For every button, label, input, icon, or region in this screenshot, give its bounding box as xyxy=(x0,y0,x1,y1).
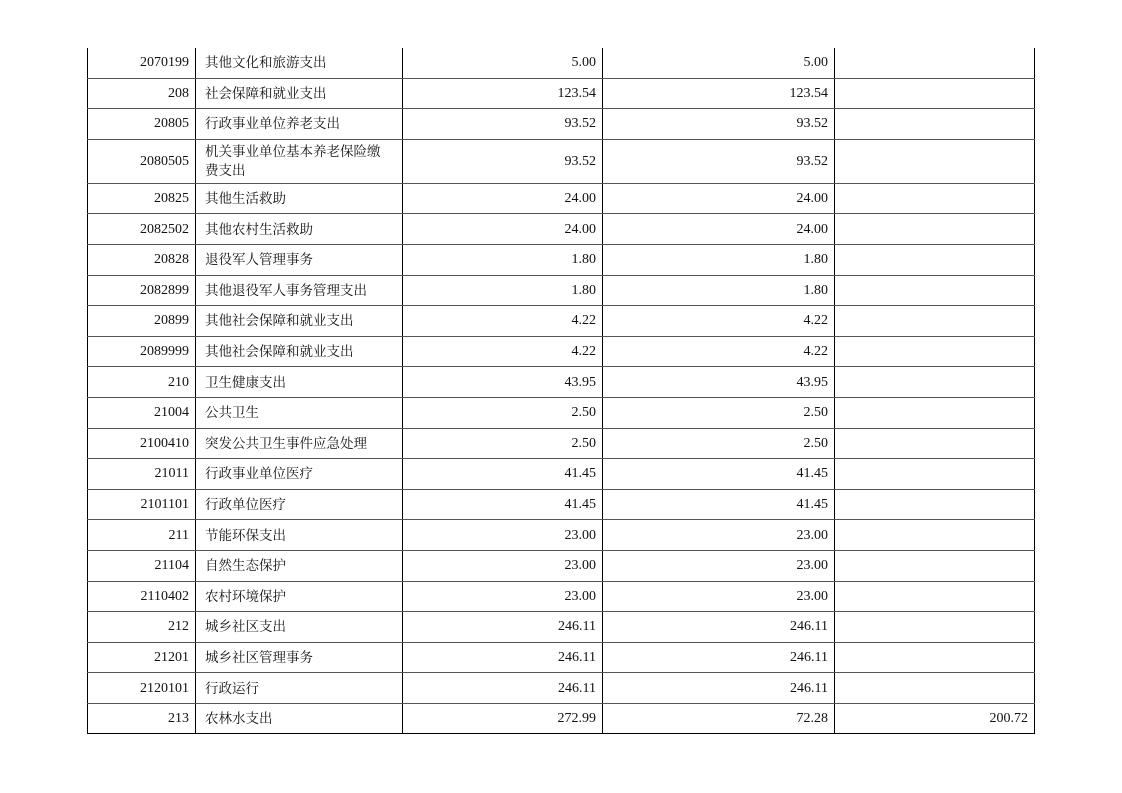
amount-text-1: 2.50 xyxy=(571,405,596,421)
item-name-text: 城乡社区管理事务 xyxy=(205,649,313,665)
item-name-text: 行政事业单位养老支出 xyxy=(205,116,340,132)
amount-cell-2 xyxy=(603,337,835,367)
amount-text-2: 43.95 xyxy=(796,374,828,390)
item-name-text: 退役军人管理事务 xyxy=(205,252,313,268)
amount-text-1: 246.11 xyxy=(558,680,596,696)
amount-cell-1 xyxy=(403,48,603,78)
amount-text-2: 246.11 xyxy=(790,680,828,696)
item-name-cell xyxy=(196,48,403,78)
amount-cell-3 xyxy=(835,109,1035,139)
amount-cell-1 xyxy=(403,429,603,459)
amount-text-2: 2.50 xyxy=(803,405,828,421)
item-code-cell xyxy=(87,367,196,397)
amount-text-1: 2.50 xyxy=(571,435,596,451)
amount-cell-2 xyxy=(603,398,835,428)
amount-text-2: 23.00 xyxy=(796,588,828,604)
item-name-cell xyxy=(196,337,403,367)
item-name-cell xyxy=(196,429,403,459)
item-name-text: 行政单位医疗 xyxy=(205,497,286,513)
amount-cell-3 xyxy=(835,245,1035,275)
item-code-text: 20825 xyxy=(154,191,189,207)
amount-cell-3 xyxy=(835,306,1035,336)
amount-cell-3 xyxy=(835,48,1035,78)
item-code-cell xyxy=(87,582,196,612)
amount-cell-1 xyxy=(403,398,603,428)
item-name-cell xyxy=(196,306,403,336)
amount-cell-3 xyxy=(835,551,1035,581)
item-name-cell xyxy=(196,367,403,397)
amount-text-2: 93.52 xyxy=(796,153,828,169)
amount-text-2: 23.00 xyxy=(796,558,828,574)
item-code-cell xyxy=(87,520,196,550)
item-name-cell xyxy=(196,612,403,642)
item-code-text: 2070199 xyxy=(140,55,189,71)
amount-cell-3 xyxy=(835,214,1035,244)
table-row xyxy=(87,214,1035,245)
item-code-cell xyxy=(87,306,196,336)
item-code-cell xyxy=(87,214,196,244)
amount-cell-2 xyxy=(603,459,835,489)
amount-cell-3 xyxy=(835,673,1035,703)
item-name-text: 城乡社区支出 xyxy=(205,619,286,635)
item-name-text: 其他社会保障和就业支出 xyxy=(205,313,354,329)
item-code-cell xyxy=(87,704,196,734)
item-code-text: 20805 xyxy=(154,116,189,132)
item-code-cell xyxy=(87,551,196,581)
item-code-text: 213 xyxy=(168,711,189,727)
item-name-text: 农林水支出 xyxy=(205,711,273,727)
amount-text-1: 41.45 xyxy=(564,497,596,513)
amount-cell-2 xyxy=(603,140,835,183)
item-name-cell xyxy=(196,459,403,489)
item-name-cell xyxy=(196,398,403,428)
table-row xyxy=(87,612,1035,643)
item-name-cell xyxy=(196,551,403,581)
item-code-cell xyxy=(87,79,196,109)
amount-text-2: 93.52 xyxy=(796,116,828,132)
item-code-text: 2082899 xyxy=(140,282,189,298)
amount-cell-1 xyxy=(403,612,603,642)
item-code-text: 21011 xyxy=(154,466,189,482)
amount-cell-2 xyxy=(603,109,835,139)
table-row xyxy=(87,337,1035,368)
item-code-text: 20828 xyxy=(154,252,189,268)
amount-cell-2 xyxy=(603,245,835,275)
amount-cell-3 xyxy=(835,140,1035,183)
amount-cell-2 xyxy=(603,704,835,734)
item-code-text: 2082502 xyxy=(140,221,189,237)
amount-cell-3 xyxy=(835,276,1035,306)
amount-text-2: 23.00 xyxy=(796,527,828,543)
item-name-cell xyxy=(196,673,403,703)
amount-text-2: 41.45 xyxy=(796,497,828,513)
amount-text-2: 41.45 xyxy=(796,466,828,482)
item-name-cell xyxy=(196,704,403,734)
item-name-cell xyxy=(196,582,403,612)
item-code-text: 208 xyxy=(168,85,189,101)
item-code-cell xyxy=(87,109,196,139)
amount-cell-1 xyxy=(403,582,603,612)
amount-text-2: 246.11 xyxy=(790,619,828,635)
amount-text-2: 4.22 xyxy=(803,344,828,360)
table-row xyxy=(87,306,1035,337)
item-code-cell xyxy=(87,184,196,214)
amount-cell-1 xyxy=(403,704,603,734)
item-code-text: 20899 xyxy=(154,313,189,329)
amount-cell-2 xyxy=(603,214,835,244)
amount-cell-2 xyxy=(603,306,835,336)
amount-text-2: 246.11 xyxy=(790,649,828,665)
item-code-text: 2120101 xyxy=(140,680,189,696)
item-name-text: 卫生健康支出 xyxy=(205,374,286,390)
item-code-text: 21104 xyxy=(154,558,189,574)
table-row xyxy=(87,520,1035,551)
table-row xyxy=(87,245,1035,276)
amount-cell-1 xyxy=(403,643,603,673)
amount-cell-3 xyxy=(835,367,1035,397)
amount-text-1: 246.11 xyxy=(558,649,596,665)
amount-text-1: 23.00 xyxy=(564,588,596,604)
item-name-text: 其他退役军人事务管理支出 xyxy=(205,282,367,298)
amount-cell-3 xyxy=(835,459,1035,489)
amount-text-2: 5.00 xyxy=(803,55,828,71)
amount-cell-2 xyxy=(603,429,835,459)
amount-text-1: 24.00 xyxy=(564,191,596,207)
budget-table xyxy=(87,48,1035,734)
item-name-text: 其他社会保障和就业支出 xyxy=(205,344,354,360)
item-name-text: 其他文化和旅游支出 xyxy=(205,55,327,71)
item-name-cell xyxy=(196,214,403,244)
amount-cell-1 xyxy=(403,214,603,244)
table-row xyxy=(87,673,1035,704)
amount-cell-1 xyxy=(403,184,603,214)
item-name-text: 社会保障和就业支出 xyxy=(205,85,327,101)
amount-cell-2 xyxy=(603,673,835,703)
table-row xyxy=(87,490,1035,521)
item-name-cell xyxy=(196,490,403,520)
item-name-text: 行政运行 xyxy=(205,680,259,696)
amount-text-1: 4.22 xyxy=(571,344,596,360)
amount-cell-3 xyxy=(835,398,1035,428)
amount-text-2: 4.22 xyxy=(803,313,828,329)
amount-text-1: 23.00 xyxy=(564,527,596,543)
item-code-text: 210 xyxy=(168,374,189,390)
amount-text-1: 5.00 xyxy=(571,55,596,71)
amount-text-2: 1.80 xyxy=(803,252,828,268)
amount-cell-1 xyxy=(403,245,603,275)
amount-cell-3 xyxy=(835,184,1035,214)
amount-text-2: 1.80 xyxy=(803,282,828,298)
amount-text-2: 24.00 xyxy=(796,221,828,237)
amount-cell-3 xyxy=(835,704,1035,734)
table-row xyxy=(87,704,1035,735)
table-row xyxy=(87,582,1035,613)
item-name-cell xyxy=(196,79,403,109)
amount-cell-2 xyxy=(603,367,835,397)
amount-cell-1 xyxy=(403,367,603,397)
item-code-cell xyxy=(87,140,196,183)
item-code-cell xyxy=(87,612,196,642)
table-row xyxy=(87,643,1035,674)
amount-text-1: 272.99 xyxy=(557,711,596,727)
item-code-cell xyxy=(87,245,196,275)
amount-text-1: 1.80 xyxy=(571,282,596,298)
amount-cell-3 xyxy=(835,79,1035,109)
item-name-text: 其他生活救助 xyxy=(205,191,286,207)
amount-cell-1 xyxy=(403,109,603,139)
amount-cell-2 xyxy=(603,79,835,109)
table-row xyxy=(87,429,1035,460)
item-code-cell xyxy=(87,673,196,703)
amount-cell-2 xyxy=(603,184,835,214)
item-name-cell xyxy=(196,643,403,673)
item-name-text: 节能环保支出 xyxy=(205,527,286,543)
amount-cell-3 xyxy=(835,643,1035,673)
amount-cell-1 xyxy=(403,306,603,336)
amount-cell-1 xyxy=(403,551,603,581)
amount-text-1: 41.45 xyxy=(564,466,596,482)
table-row xyxy=(87,551,1035,582)
item-name-cell xyxy=(196,184,403,214)
amount-text-1: 43.95 xyxy=(564,374,596,390)
item-name-cell xyxy=(196,245,403,275)
amount-cell-1 xyxy=(403,490,603,520)
table-row xyxy=(87,367,1035,398)
amount-cell-1 xyxy=(403,673,603,703)
table-row xyxy=(87,276,1035,307)
amount-cell-1 xyxy=(403,79,603,109)
item-code-cell xyxy=(87,643,196,673)
item-name-text: 其他农村生活救助 xyxy=(205,221,313,237)
amount-text-1: 4.22 xyxy=(571,313,596,329)
item-name-cell xyxy=(196,276,403,306)
amount-text-2: 72.28 xyxy=(796,711,828,727)
item-code-text: 2080505 xyxy=(140,153,189,169)
item-code-text: 211 xyxy=(168,527,189,543)
amount-cell-2 xyxy=(603,520,835,550)
amount-cell-1 xyxy=(403,337,603,367)
amount-cell-2 xyxy=(603,48,835,78)
amount-text-1: 93.52 xyxy=(564,153,596,169)
item-code-cell xyxy=(87,490,196,520)
amount-cell-3 xyxy=(835,337,1035,367)
amount-text-1: 24.00 xyxy=(564,221,596,237)
item-code-text: 212 xyxy=(168,619,189,635)
item-name-cell xyxy=(196,109,403,139)
amount-text-1: 1.80 xyxy=(571,252,596,268)
table-row xyxy=(87,79,1035,110)
amount-text-1: 23.00 xyxy=(564,558,596,574)
item-name-text: 机关事业单位基本养老保险缴费支出 xyxy=(205,144,381,179)
amount-cell-2 xyxy=(603,276,835,306)
amount-cell-3 xyxy=(835,490,1035,520)
amount-text-1: 93.52 xyxy=(564,116,596,132)
table-row xyxy=(87,398,1035,429)
amount-cell-1 xyxy=(403,276,603,306)
item-name-text: 公共卫生 xyxy=(205,405,259,421)
item-code-text: 2100410 xyxy=(140,435,189,451)
table-row xyxy=(87,459,1035,490)
item-code-cell xyxy=(87,429,196,459)
amount-text-2: 2.50 xyxy=(803,435,828,451)
amount-cell-2 xyxy=(603,612,835,642)
amount-cell-1 xyxy=(403,459,603,489)
amount-cell-2 xyxy=(603,582,835,612)
item-name-text: 农村环境保护 xyxy=(205,588,286,604)
item-code-cell xyxy=(87,48,196,78)
item-name-text: 自然生态保护 xyxy=(205,558,286,574)
amount-text-2: 123.54 xyxy=(789,85,828,101)
item-code-text: 2110402 xyxy=(140,588,189,604)
amount-cell-2 xyxy=(603,551,835,581)
item-name-text: 突发公共卫生事件应急处理 xyxy=(205,435,367,451)
item-code-text: 21201 xyxy=(154,649,189,665)
item-name-text: 行政事业单位医疗 xyxy=(205,466,313,482)
amount-text-1: 123.54 xyxy=(557,85,596,101)
amount-cell-1 xyxy=(403,140,603,183)
table-row xyxy=(87,109,1035,140)
table-row xyxy=(87,48,1035,79)
table-row xyxy=(87,140,1035,184)
item-name-cell xyxy=(196,140,403,183)
amount-cell-3 xyxy=(835,520,1035,550)
item-code-text: 2101101 xyxy=(140,497,189,513)
item-code-text: 21004 xyxy=(154,405,189,421)
item-code-text: 2089999 xyxy=(140,344,189,360)
amount-text-2: 24.00 xyxy=(796,191,828,207)
amount-text-1: 246.11 xyxy=(558,619,596,635)
item-code-cell xyxy=(87,398,196,428)
item-code-cell xyxy=(87,276,196,306)
amount-cell-2 xyxy=(603,490,835,520)
amount-cell-3 xyxy=(835,612,1035,642)
amount-cell-3 xyxy=(835,429,1035,459)
item-name-cell xyxy=(196,520,403,550)
amount-cell-1 xyxy=(403,520,603,550)
amount-cell-3 xyxy=(835,582,1035,612)
amount-text-3: 200.72 xyxy=(989,711,1028,727)
amount-cell-2 xyxy=(603,643,835,673)
item-code-cell xyxy=(87,459,196,489)
table-row xyxy=(87,184,1035,215)
item-code-cell xyxy=(87,337,196,367)
